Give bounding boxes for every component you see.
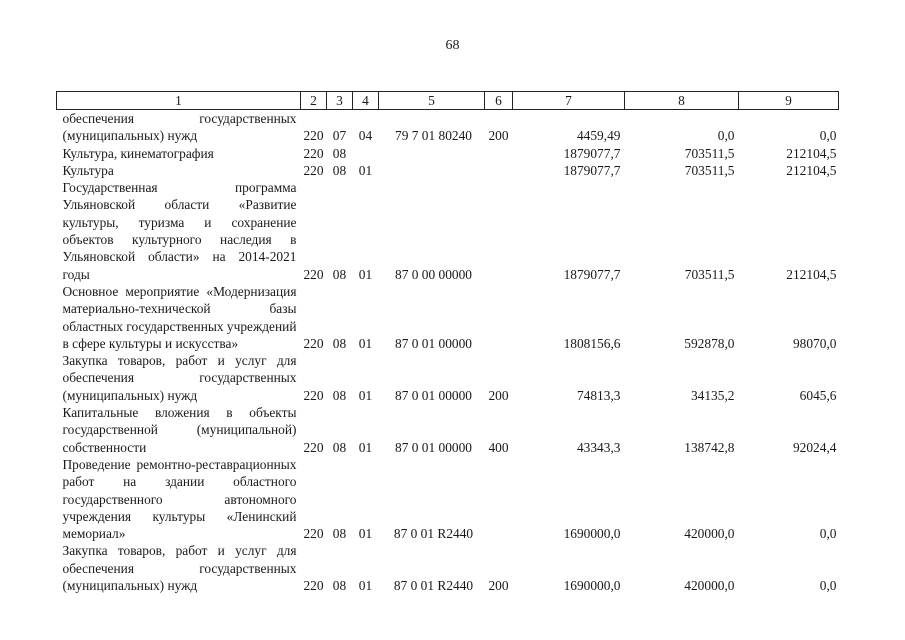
cell-subsection-code: 01	[358, 526, 373, 542]
row-name: Культура, кинематография	[62, 145, 214, 161]
cell-subsection-code: 04	[358, 128, 373, 144]
cell-section-code: 08	[332, 526, 347, 542]
table-row	[57, 179, 839, 283]
cell-section-code: 08	[332, 439, 347, 455]
cell-expense-type: 200	[488, 128, 509, 144]
cell-section-code: 08	[332, 266, 347, 282]
cell-section-code: 08	[332, 162, 347, 178]
cell-amount-col8: 703511,5	[684, 162, 735, 178]
row-name: обеспечения государственных (муниципальных) нужд	[62, 111, 297, 144]
table-row	[57, 352, 839, 404]
cell-target-article: 87 0 01 00000	[395, 335, 472, 351]
row-name: Культура	[62, 162, 114, 178]
cell-expense-type	[485, 145, 513, 162]
row-name: Государственная программа Ульяновской области «Развитие культуры, туризма и сохранение объектов культурного наследия в Ульяновской области» на 2014-2021 годы	[62, 180, 297, 282]
cell-expense-type	[485, 179, 513, 283]
cell-subsection-code: 01	[358, 335, 373, 351]
cell-amount-col7: 74813,3	[576, 387, 621, 403]
col-header-3: 3	[327, 92, 353, 110]
cell-amount-col9: 98070,0	[792, 335, 837, 351]
cell-target-article: 79 7 01 80240	[395, 128, 472, 144]
cell-section-code: 08	[332, 387, 347, 403]
cell-ministry-code: 220	[303, 266, 324, 282]
col-header-2: 2	[301, 92, 327, 110]
cell-subsection-code: 01	[358, 578, 373, 594]
table-row	[57, 456, 839, 542]
cell-target-article	[379, 145, 485, 162]
cell-amount-col7: 1808156,6	[563, 335, 621, 351]
table-row	[57, 110, 839, 145]
cell-section-code: 08	[332, 578, 347, 594]
col-header-8: 8	[625, 92, 739, 110]
cell-subsection-code: 01	[358, 387, 373, 403]
cell-target-article: 87 0 00 00000	[395, 266, 472, 282]
table-row	[57, 404, 839, 456]
cell-amount-col8: 703511,5	[684, 266, 735, 282]
cell-amount-col7: 1690000,0	[563, 578, 621, 594]
cell-amount-col8: 34135,2	[690, 387, 735, 403]
col-header-7: 7	[513, 92, 625, 110]
cell-amount-col8: 703511,5	[684, 145, 735, 161]
cell-subsection-code: 01	[358, 266, 373, 282]
cell-amount-col9: 92024,4	[792, 439, 837, 455]
cell-expense-type: 200	[488, 578, 509, 594]
page-number: 68	[445, 38, 460, 53]
cell-expense-type	[485, 456, 513, 542]
cell-expense-type	[485, 283, 513, 352]
cell-amount-col9: 0,0	[819, 526, 837, 542]
budget-table	[56, 91, 839, 594]
table-row	[57, 542, 839, 594]
cell-expense-type: 400	[488, 439, 509, 455]
col-header-1: 1	[57, 92, 301, 110]
cell-amount-col9: 0,0	[819, 578, 837, 594]
cell-target-article	[379, 162, 485, 179]
cell-amount-col8: 420000,0	[684, 526, 735, 542]
col-header-9: 9	[739, 92, 839, 110]
cell-subsection-code: 01	[358, 162, 373, 178]
cell-amount-col8: 420000,0	[684, 578, 735, 594]
cell-target-article: 87 0 01 R2440	[393, 526, 474, 542]
cell-target-article: 87 0 01 00000	[395, 439, 472, 455]
cell-amount-col7: 1879077,7	[563, 162, 621, 178]
cell-subsection-code	[353, 145, 379, 162]
row-name: Закупка товаров, работ и услуг для обеспечения государственных (муниципальных) нужд	[62, 353, 297, 403]
row-name: Капитальные вложения в объекты государственной (муниципальной) собственности	[62, 405, 297, 455]
cell-ministry-code: 220	[303, 145, 324, 161]
cell-section-code: 08	[332, 335, 347, 351]
cell-ministry-code: 220	[303, 128, 324, 144]
cell-ministry-code: 220	[303, 387, 324, 403]
cell-ministry-code: 220	[303, 162, 324, 178]
cell-section-code: 08	[332, 145, 347, 161]
cell-amount-col9: 212104,5	[786, 162, 837, 178]
cell-subsection-code: 01	[358, 439, 373, 455]
col-header-6: 6	[485, 92, 513, 110]
header-row	[57, 92, 839, 110]
cell-amount-col9: 212104,5	[786, 266, 837, 282]
cell-ministry-code: 220	[303, 526, 324, 542]
row-name: Закупка товаров, работ и услуг для обеспечения государственных (муниципальных) нужд	[62, 543, 297, 594]
cell-amount-col8: 138742,8	[684, 439, 735, 455]
cell-amount-col7: 1879077,7	[563, 145, 621, 161]
cell-amount-col7: 1690000,0	[563, 526, 621, 542]
cell-amount-col8: 592878,0	[684, 335, 735, 351]
col-header-4: 4	[353, 92, 379, 110]
cell-section-code: 07	[332, 128, 347, 144]
table-row	[57, 145, 839, 162]
cell-amount-col9: 6045,6	[799, 387, 837, 403]
cell-expense-type	[485, 162, 513, 179]
cell-amount-col7: 1879077,7	[563, 266, 621, 282]
cell-target-article: 87 0 01 R2440	[393, 578, 474, 594]
table-row	[57, 162, 839, 179]
cell-amount-col7: 43343,3	[576, 439, 621, 455]
cell-amount-col8: 0,0	[717, 128, 735, 144]
cell-expense-type: 200	[488, 387, 509, 403]
col-header-5: 5	[379, 92, 485, 110]
cell-target-article: 87 0 01 00000	[395, 387, 472, 403]
cell-amount-col9: 212104,5	[786, 145, 837, 161]
table-row	[57, 283, 839, 352]
cell-ministry-code: 220	[303, 335, 324, 351]
cell-ministry-code: 220	[303, 439, 324, 455]
row-name: Основное мероприятие «Модернизация материально-технической базы областных государственных учреждений в сфере культуры и искусства»	[62, 283, 297, 351]
cell-ministry-code: 220	[303, 578, 324, 594]
row-name: Проведение ремонтно-реставрационных работ на здании областного государственного автономного учреждения культуры «Ленинский мемориал»	[62, 456, 297, 542]
cell-amount-col9: 0,0	[819, 128, 837, 144]
cell-amount-col7: 4459,49	[576, 128, 621, 144]
